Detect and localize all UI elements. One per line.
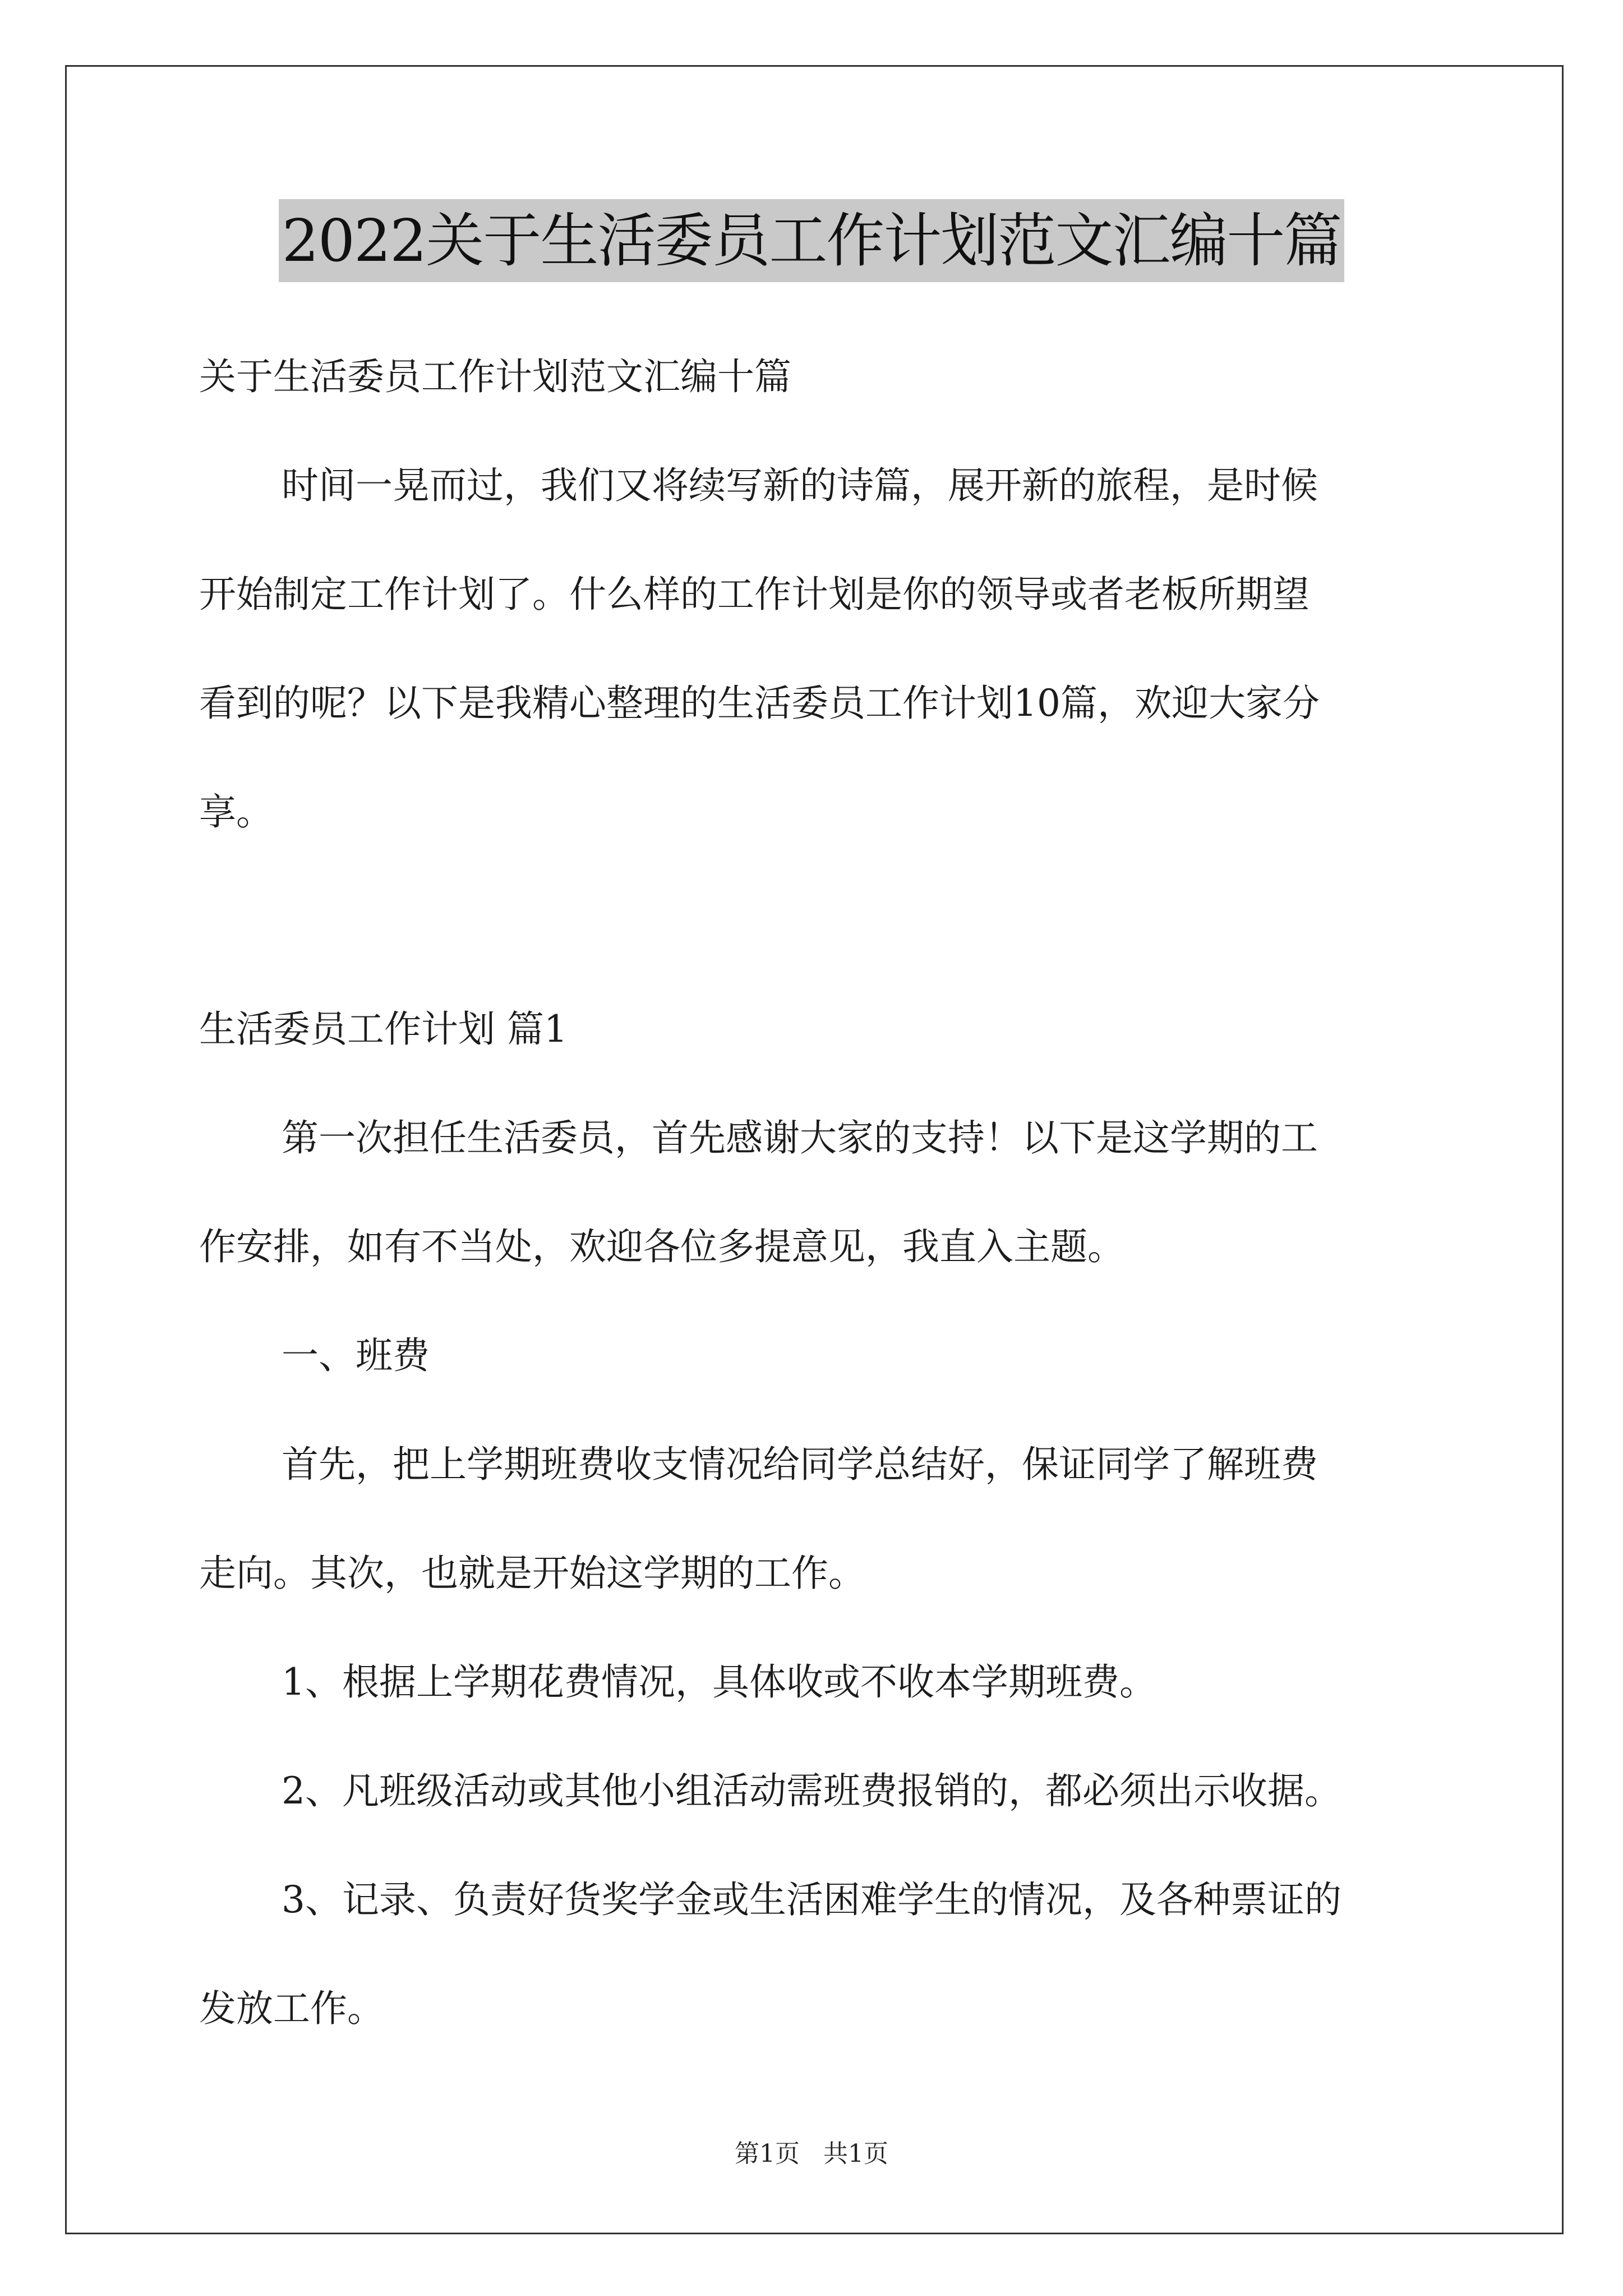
list-item-continuation: 发放工作。: [199, 1987, 384, 2030]
title-container: [0, 199, 1623, 282]
paragraph-line: 作安排，如有不当处，欢迎各位多提意见，我直入主题。: [199, 1225, 1124, 1268]
paragraph-line: 第一次担任生活委员，首先感谢大家的支持！以下是这学期的工: [282, 1116, 1318, 1159]
section-heading: 生活委员工作计划 篇1: [199, 1007, 568, 1051]
paragraph-line: 开始制定工作计划了。什么样的工作计划是你的领导或者老板所期望: [199, 573, 1310, 616]
page-footer: 第1页 共1页: [735, 2139, 888, 2168]
paragraph-line: 首先，把上学期班费收支情况给同学总结好，保证同学了解班费: [282, 1443, 1318, 1486]
list-item: 2、凡班级活动或其他小组活动需班费报销的，都必须出示收据。: [282, 1769, 1341, 1812]
subtitle-line: 关于生活委员工作计划范文汇编十篇: [199, 355, 791, 398]
paragraph-line: 看到的呢？以下是我精心整理的生活委员工作计划10篇，欢迎大家分: [199, 682, 1320, 725]
paragraph-line: 走向。其次，也就是开始这学期的工作。: [199, 1552, 865, 1595]
document-title: 2022关于生活委员工作计划范文汇编十篇: [279, 199, 1345, 282]
paragraph-line: 时间一晃而过，我们又将续写新的诗篇，展开新的旅程，是时候: [282, 464, 1318, 507]
paragraph-line: 享。: [199, 790, 273, 834]
subsection-heading: 一、班费: [282, 1334, 430, 1377]
list-item: 1、根据上学期花费情况，具体收或不收本学期班费。: [282, 1660, 1156, 1704]
list-item: 3、记录、负责好货奖学金或生活困难学生的情况，及各种票证的: [282, 1878, 1341, 1921]
